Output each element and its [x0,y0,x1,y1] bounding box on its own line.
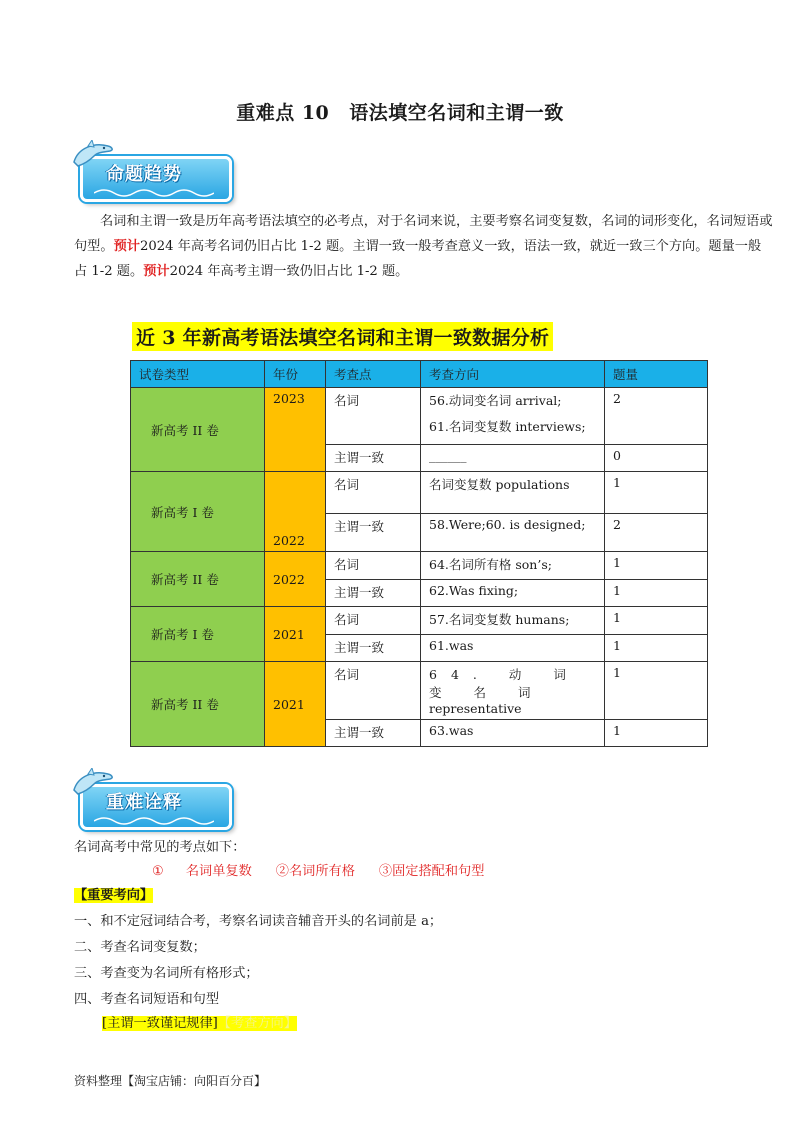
table-row [131,607,708,635]
cell-paper: 新高考 II 卷 [131,552,265,607]
banner-label: 命题趋势 [106,164,182,185]
table-header-row [131,361,708,388]
table-row [131,662,708,720]
point-item: ③固定搭配和句型 [378,864,485,879]
cell-count: 1 [605,552,708,580]
direction-line: representative [429,701,522,716]
cell-point: 主谓一致 [326,514,421,552]
point-marker: ① [152,864,164,879]
cell-direction [421,662,605,720]
rule-line [102,1014,297,1034]
header-paper: 试卷类型 [131,361,265,388]
direction-line: 56.动词变名词 arrival; [429,393,562,408]
cell-count: 2 [605,514,708,552]
cell-direction: 61.was [421,635,605,662]
title-topic: 语法填空名词和主谓一致 [349,102,564,124]
cell-point: 名词 [326,607,421,635]
explain-banner [70,774,240,832]
cell-direction: 名词变复数 populations [421,472,605,514]
cell-point: 名词 [326,662,421,720]
intro-text-3: 2024 年高考主谓一致仍旧占比 1-2 题。 [169,264,409,279]
cell-count: 0 [605,445,708,472]
rule-label: [主谓一致谨记规律] [102,1016,218,1031]
cell-year: 2022 [265,472,326,552]
rule-tag: 【考查方向】 [217,1016,297,1031]
cell-count: 1 [605,580,708,607]
header-year: 年份 [265,361,326,388]
cell-count: 1 [605,472,708,514]
trend-banner [70,146,240,204]
direction-line: 61.名词变复数 interviews; [429,419,586,434]
cell-count: 1 [605,607,708,635]
cell-paper: 新高考 I 卷 [131,472,265,552]
list-item: 四、考查名词短语和句型 [74,992,220,1007]
points-line [152,862,484,882]
list-item: 一、和不定冠词结合考，考察名词读音辅音开头的名词前是 a； [74,914,443,929]
intro-paragraph [74,209,774,284]
cell-point: 名词 [326,388,421,445]
cell-point: 主谓一致 [326,635,421,662]
intro-text-1: 名词和主谓一致是历年高考语法填空的必考点，对于名词来说，主要考察名词变复数，名词的词形变化，名词短语或句型。 [74,214,773,254]
header-count: 题量 [605,361,708,388]
cell-year: 2023 [265,388,326,472]
wave-icon [94,815,214,825]
cell-point: 主谓一致 [326,580,421,607]
cell-count: 1 [605,635,708,662]
cell-direction: 63.was [421,720,605,747]
banner-label: 重难诠释 [106,792,182,813]
predict-label-1: 预计 [113,239,140,254]
cell-year: 2021 [265,607,326,662]
cell-point: 名词 [326,472,421,514]
title-number: 重难点 10 [236,102,330,124]
cell-point: 名词 [326,552,421,580]
point-item: 名词单复数 [185,864,252,879]
cell-paper: 新高考 II 卷 [131,388,265,472]
cell-count: 1 [605,662,708,720]
intro-text-2: 2024 年高考名词仍旧占比 1-2 题。主谓一致一般考查意义一致，语法一致，就近一致三个方向。题量一般占 1-2 题。 [74,239,762,279]
cell-direction: 64.名词所有格 son’s; [421,552,605,580]
cell-paper: 新高考 II 卷 [131,662,265,747]
table-row [131,388,708,445]
data-table [130,360,708,747]
cell-direction: 58.Were;60. is designed; [421,514,605,552]
cell-point: 主谓一致 [326,445,421,472]
point-item: ②名词所有格 [275,864,355,879]
table-row [131,552,708,580]
explain-intro: 名词高考中常见的考点如下： [74,840,246,855]
cell-year: 2021 [265,662,326,747]
wave-icon [94,187,214,197]
cell-year: 2022 [265,552,326,607]
header-point: 考查点 [326,361,421,388]
list-item: 三、考查变为名词所有格形式； [74,966,259,981]
key-label: 【重要考向】 [74,888,154,903]
cell-direction: 57.名词变复数 humans; [421,607,605,635]
cell-paper: 新高考 I 卷 [131,607,265,662]
cell-direction: 62.Was fixing; [421,580,605,607]
cell-count: 1 [605,720,708,747]
list-item: 二、考查名词变复数； [74,940,206,955]
table-title: 近 3 年新高考语法填空名词和主谓一致数据分析 [132,322,553,351]
page-title [0,98,800,125]
cell-direction: ______ [421,445,605,472]
table-row [131,472,708,514]
cell-count: 2 [605,388,708,445]
footer-note: 资料整理【淘宝店铺：向阳百分百】 [74,1074,267,1088]
cell-point: 主谓一致 [326,720,421,747]
predict-label-2: 预计 [143,264,170,279]
direction-line: 64. 动 词 变 名 词 [429,667,580,700]
header-direction: 考查方向 [421,361,605,388]
cell-direction [421,388,605,445]
